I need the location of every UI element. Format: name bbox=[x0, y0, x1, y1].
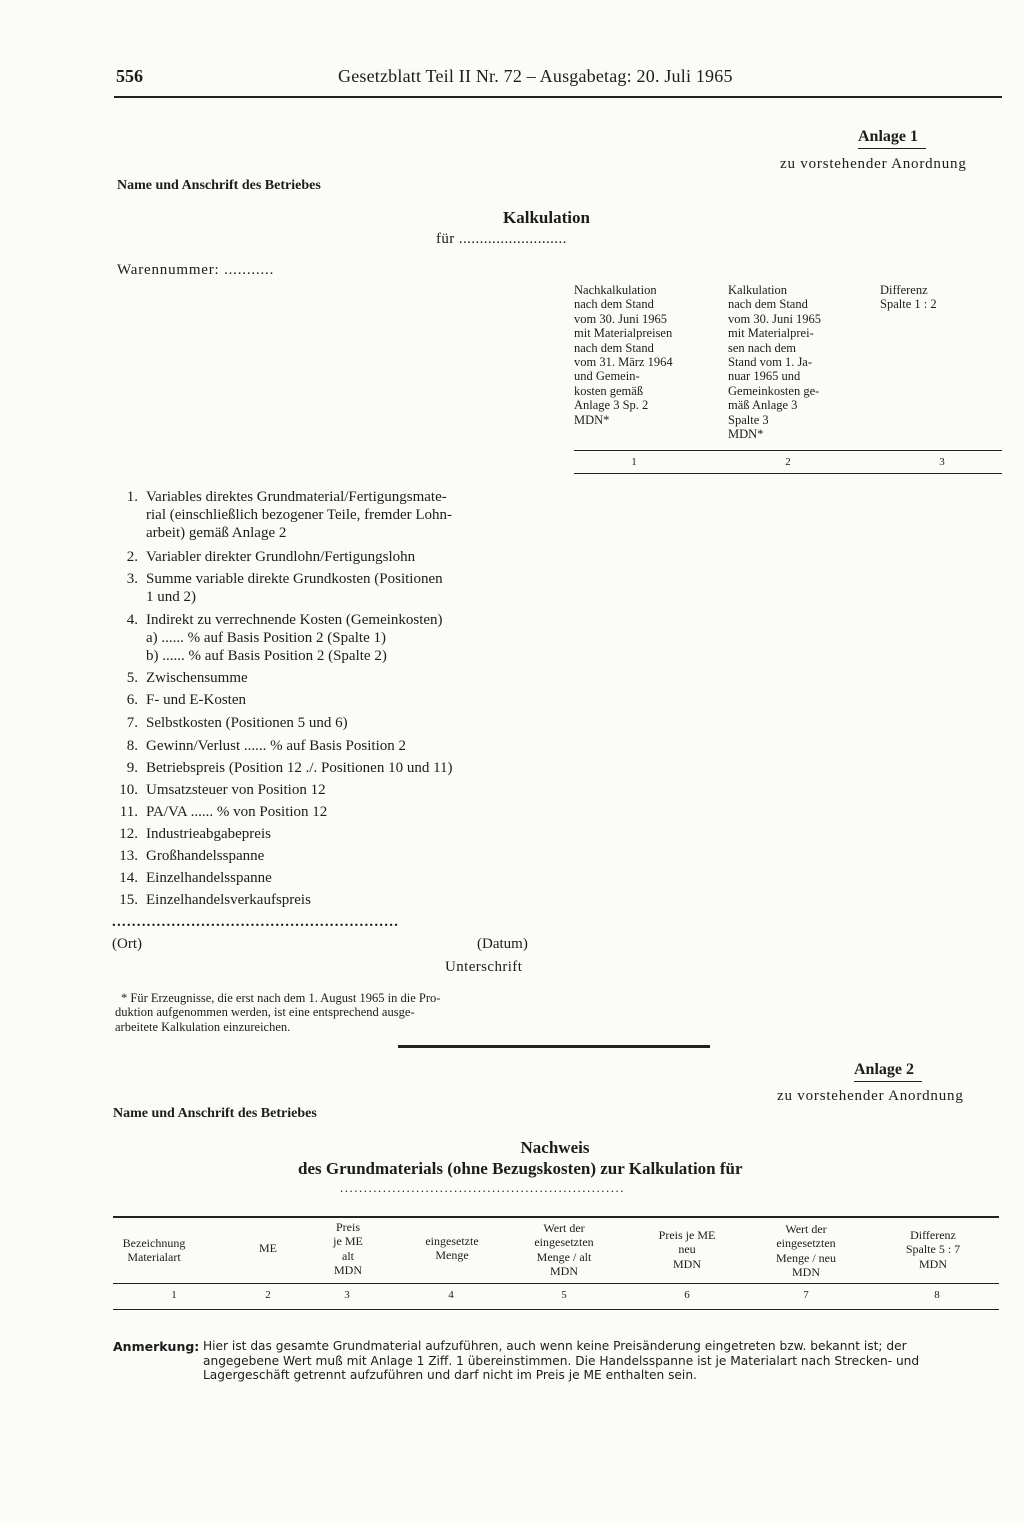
table-column-number-4: 4 bbox=[448, 1289, 454, 1301]
anlage1-footnote: * Für Erzeugnisse, die erst nach dem 1. August 1965 in die Pro- duktion aufgenommen werden, ist eine entsprechend ausge- arbeitete Kalkulation einzureichen. bbox=[115, 991, 441, 1034]
table-column-number-2: 2 bbox=[265, 1289, 271, 1301]
table-rule-bottom bbox=[113, 1309, 999, 1310]
anlage1-column-header-2: Kalkulation nach dem Stand vom 30. Juni 1965 mit Materialprei- sen nach dem Stand vom 1. Ja- nuar 1965 und Gemeinkosten ge- mäß Anlage 3 Spalte 3 MDN* bbox=[728, 283, 822, 442]
table-column-number-6: 6 bbox=[684, 1289, 690, 1301]
header-rule bbox=[114, 96, 1002, 98]
anlage1-column-rule-top bbox=[574, 450, 1002, 451]
table-column-number-7: 7 bbox=[803, 1289, 809, 1301]
note-label: Anmerkung: bbox=[113, 1339, 200, 1354]
page-number: 556 bbox=[116, 66, 143, 86]
anlage1-label: Anlage 1 bbox=[858, 128, 918, 145]
signature-dots: .......................................................... bbox=[112, 914, 400, 930]
anlage2-title-line1: Nachweis bbox=[520, 1138, 590, 1157]
datum-label: (Datum) bbox=[477, 936, 528, 952]
anlage1-column-number-2: 2 bbox=[785, 456, 791, 468]
table-column-number-5: 5 bbox=[561, 1289, 567, 1301]
anlage1-column-header-1: Nachkalkulation nach dem Stand vom 30. Juni 1965 mit Materialpreisen nach dem Stand vom 31. März 1964 und Gemein- kosten gemäß Anlage 3 Sp. 2 MDN* bbox=[574, 283, 673, 427]
warennummer-field: Warennummer: ........... bbox=[117, 262, 275, 278]
anlage1-column-number-3: 3 bbox=[939, 456, 945, 468]
table-rule-mid bbox=[113, 1283, 999, 1284]
anlage1-column-rule-bottom bbox=[574, 473, 1002, 474]
anlage1-label-underline bbox=[858, 148, 926, 149]
anlage1-fuer-line: für .......................... bbox=[436, 231, 567, 247]
table-column-number-8: 8 bbox=[934, 1289, 940, 1301]
ort-label: (Ort) bbox=[112, 936, 142, 952]
table-header-wert-alt: Wert der eingesetzten Menge / alt MDN bbox=[534, 1221, 594, 1279]
table-header-preis-neu: Preis je ME neu MDN bbox=[658, 1228, 716, 1271]
anlage1-subtitle: zu vorstehender Anordnung bbox=[780, 156, 967, 172]
table-header-differenz: Differenz Spalte 5 : 7 MDN bbox=[905, 1228, 961, 1271]
anlage2-label-underline bbox=[854, 1081, 922, 1082]
table-header-me: ME bbox=[259, 1241, 277, 1255]
unterschrift-label: Unterschrift bbox=[445, 959, 523, 975]
table-header-bezeichnung: Bezeichnung Materialart bbox=[122, 1236, 186, 1265]
table-header-eingesetzte-menge: eingesetzte Menge bbox=[425, 1234, 479, 1263]
anlage2-dots: ............................................................ bbox=[340, 1180, 625, 1195]
table-header-preis-alt: Preis je ME alt MDN bbox=[333, 1220, 363, 1278]
table-column-number-3: 3 bbox=[344, 1289, 350, 1301]
table-rule-top bbox=[113, 1216, 999, 1218]
anlage2-company-label: Name und Anschrift des Betriebes bbox=[113, 1106, 317, 1121]
anlage2-subtitle: zu vorstehender Anordnung bbox=[777, 1088, 964, 1104]
anlage1-column-number-1: 1 bbox=[631, 456, 637, 468]
note-text: Hier ist das gesamte Grundmaterial aufzuführen, auch wenn keine Preisänderung eingetreten bzw. bekannt ist; der angegebene Wert muß mit Anlage 1 Ziff. 1 übereinstimmen. Die Handelsspanne ist je Materialart nach Strecken- und Lagergeschäft getrennt aufzuführen und darf nicht im Preis je ME enthalten sein. bbox=[203, 1339, 920, 1382]
anlage1-title: Kalkulation bbox=[503, 208, 590, 227]
section-separator bbox=[398, 1045, 710, 1048]
gazette-title: Gesetzblatt Teil II Nr. 72 – Ausgabetag: 20. Juli 1965 bbox=[338, 66, 733, 86]
anlage1-column-header-3: Differenz Spalte 1 : 2 bbox=[880, 283, 937, 312]
table-header-wert-neu: Wert der eingesetzten Menge / neu MDN bbox=[776, 1222, 836, 1280]
anlage1-company-label: Name und Anschrift des Betriebes bbox=[117, 178, 321, 193]
anlage2-label: Anlage 2 bbox=[854, 1061, 914, 1078]
table-column-number-1: 1 bbox=[171, 1289, 177, 1301]
anlage2-title-line2: des Grundmaterials (ohne Bezugskosten) zur Kalkulation für bbox=[298, 1159, 743, 1178]
